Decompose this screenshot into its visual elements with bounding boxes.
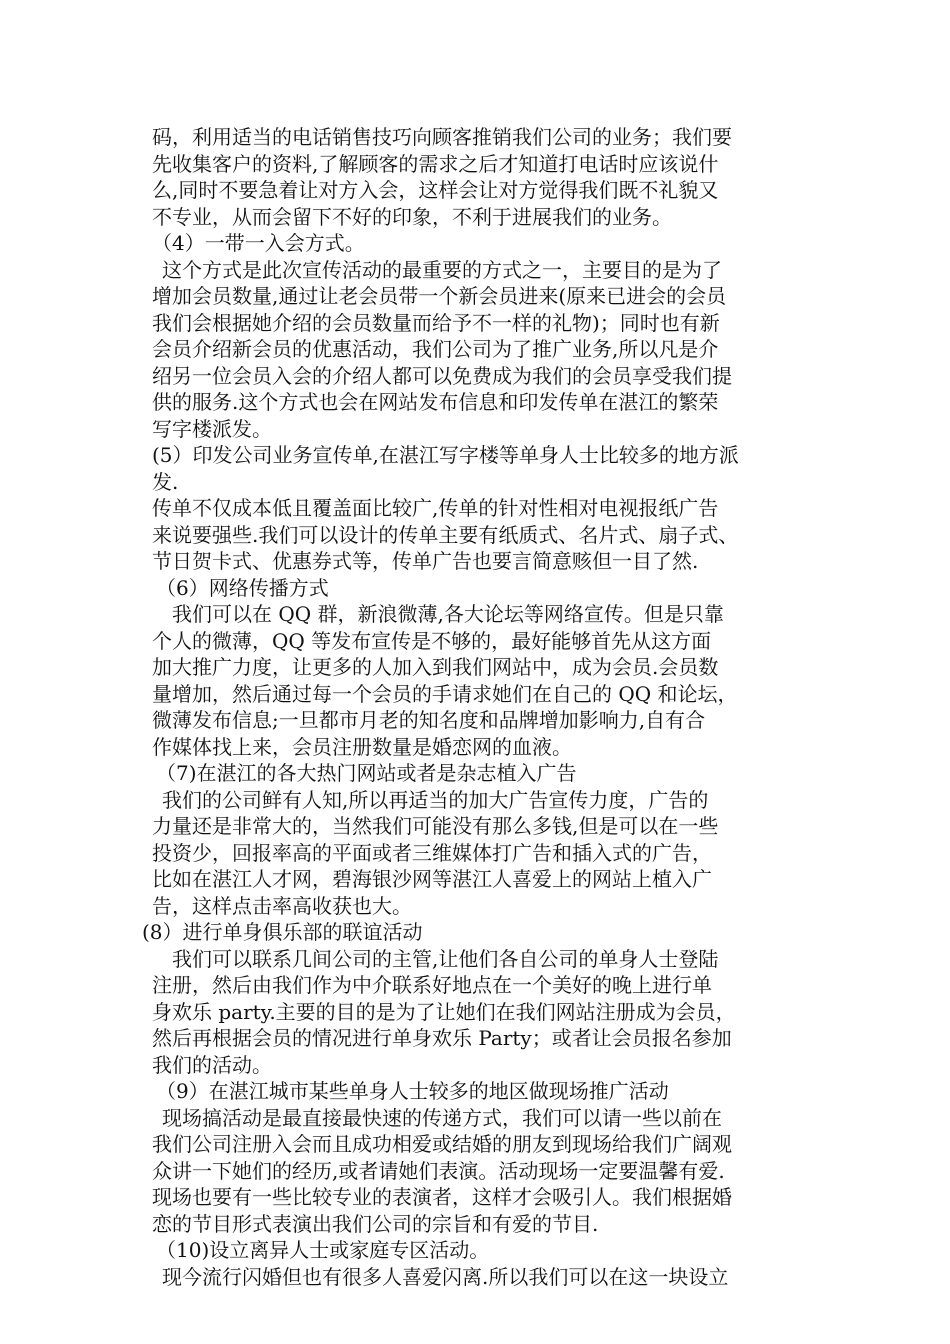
text-line: 作媒体找上来，会员注册数量是婚恋网的血液。 <box>152 734 572 759</box>
section-heading-7: （7)在湛江的各大热门网站或者是杂志植入广告 <box>156 761 577 785</box>
text-line: 我们的公司鲜有人知,所以再适当的加大广告宣传力度，广告的 <box>162 787 709 812</box>
text-line: 注册，然后由我们作为中介联系好地点在一个美好的晚上进行单 <box>152 973 712 997</box>
text-line: 现今流行闪婚但也有很多人喜爱闪离.所以我们可以在这一块设立 <box>162 1264 729 1289</box>
text-line: 码，利用适当的电话销售技巧向顾客推销我们公司的业务；我们要 <box>152 125 732 149</box>
text-line: 加大推广力度，让更多的人加入到我们网站中，成为会员.会员数 <box>152 655 719 679</box>
text-line: 我们可以在 QQ 群，新浪微薄,各大论坛等网络宣传。但是只靠 <box>172 602 724 626</box>
text-line: 供的服务.这个方式也会在网站发布信息和印发传单在湛江的繁荣 <box>152 390 719 414</box>
text-line: 来说要强些.我们可以设计的传单主要有纸质式、名片式、扇子式、 <box>152 522 739 547</box>
text-line: 不专业，从而会留下不好的印象，不利于进展我们的业务。 <box>152 204 672 229</box>
text-line: 众讲一下她们的经历,或者请她们表演。活动现场一定要温馨有爱. <box>152 1158 725 1183</box>
text-line: 写字楼派发。 <box>152 416 272 441</box>
document-body <box>142 124 832 1290</box>
section-heading-10: （10)设立离异人士或家庭专区活动。 <box>156 1238 490 1262</box>
section-heading-6: （6）网络传播方式 <box>156 575 329 600</box>
text-line: 节日贺卡式、优惠券式等，传单广告也要言简意赅但一目了然. <box>152 549 699 573</box>
text-line: 先收集客户的资料,了解顾客的需求之后才知道打电话时应该说什 <box>152 151 719 176</box>
text-line: 然后再根据会员的情况进行单身欢乐 Party；或者让会员报名参加 <box>152 1026 732 1050</box>
section-heading-5: (5）印发公司业务宣传单,在湛江写字楼等单身人士比较多的地方派 <box>152 443 739 467</box>
text-line: 绍另一位会员入会的介绍人都可以免费成为我们的会员享受我们提 <box>152 363 732 388</box>
text-line: 会员介绍新会员的优惠活动，我们公司为了推广业务,所以凡是介 <box>152 337 719 361</box>
text-line: 个人的微薄，QQ 等发布宣传是不够的，最好能够首先从这方面 <box>152 628 712 653</box>
text-line: 告，这样点击率高收获也大。 <box>152 893 412 918</box>
text-line: 恋的节目形式表演出我们公司的宗旨和有爱的节目. <box>152 1211 599 1236</box>
text-line: 我们可以联系几间公司的主管,让他们各自公司的单身人士登陆 <box>172 946 719 971</box>
text-line: 这个方式是此次宣传活动的最重要的方式之一，主要目的是为了 <box>162 257 722 282</box>
text-line: 增加会员数量,通过让老会员带一个新会员进来(原来已进会的会员 <box>152 284 727 308</box>
section-heading-8: (8）进行单身俱乐部的联谊活动 <box>142 920 423 944</box>
text-line: 微薄发布信息;一旦都市月老的知名度和品牌增加影响力,自有合 <box>152 708 706 732</box>
text-line: 么,同时不要急着让对方入会，这样会让对方觉得我们既不礼貌又 <box>152 178 719 202</box>
text-line: 我们会根据她介绍的会员数量而给予不一样的礼物)；同时也有新 <box>152 310 720 335</box>
text-line: 比如在湛江人才网，碧海银沙网等湛江人喜爱上的网站上植入广 <box>152 867 712 891</box>
text-line: 发. <box>152 469 179 494</box>
text-line: 投资少，回报率高的平面或者三维媒体打广告和插入式的广告， <box>152 840 712 865</box>
text-line: 力量还是非常大的，当然我们可能没有那么多钱,但是可以在一些 <box>152 814 719 838</box>
text-line: 量增加，然后通过每一个会员的手请求她们在自己的 QQ 和论坛， <box>152 681 738 706</box>
section-heading-4: （4）一带一入会方式。 <box>152 231 365 255</box>
text-line: 我们公司注册入会而且成功相爱或结婚的朋友到现场给我们广阔观 <box>152 1132 732 1156</box>
section-heading-9: （9）在湛江城市某些单身人士较多的地区做现场推广活动 <box>156 1079 669 1103</box>
text-line: 现场搞活动是最直接最快速的传递方式，我们可以请一些以前在 <box>162 1105 722 1130</box>
text-line: 传单不仅成本低且覆盖面比较广,传单的针对性相对电视报纸广告 <box>152 496 719 520</box>
text-line: 我们的活动。 <box>152 1052 272 1077</box>
text-line: 身欢乐 party.主要的目的是为了让她们在我们网站注册成为会员， <box>152 999 736 1024</box>
text-line: 现场也要有一些比较专业的表演者，这样才会吸引人。我们根据婚 <box>152 1185 732 1209</box>
